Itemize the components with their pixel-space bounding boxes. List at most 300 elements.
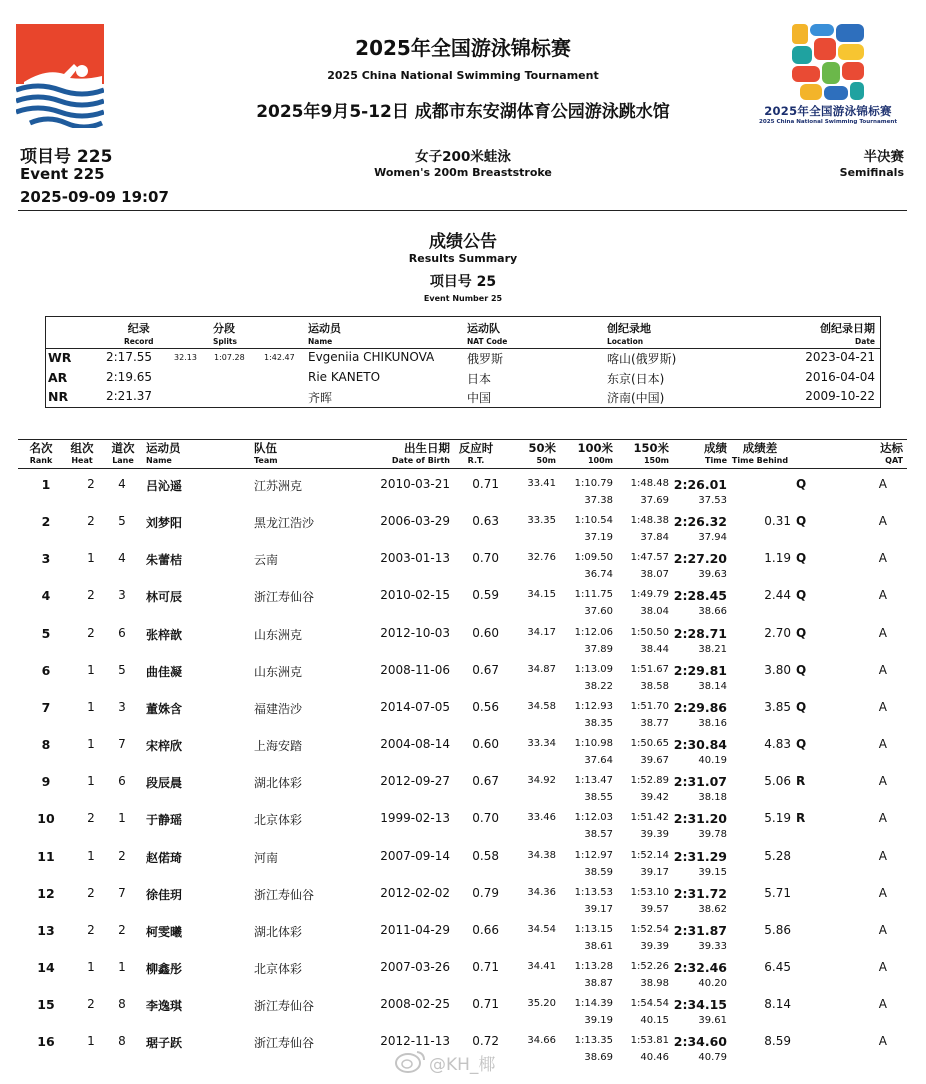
heat-cell: 2: [87, 477, 95, 491]
heat-cell: 2: [87, 885, 95, 900]
heat-cell: 1: [87, 551, 95, 566]
qualification-flag: Q: [796, 737, 807, 752]
lane-cell: 1: [118, 959, 126, 974]
records-header-nat: 运动队 NAT Code: [467, 322, 508, 346]
split-50: 34.41: [527, 960, 556, 972]
athlete-name: 段辰晨: [146, 776, 183, 791]
split-150: 1:48.38: [630, 515, 669, 527]
qualification-flag: Q: [796, 514, 807, 529]
final-time: 2:29.81: [673, 662, 727, 678]
rank-cell: 5: [41, 625, 51, 641]
record-nat: 日本: [467, 372, 492, 386]
record-date: 2009-10-22: [805, 389, 875, 403]
time-behind: 5.71: [764, 885, 791, 900]
lane-cell: 7: [118, 737, 126, 752]
split-50: 33.46: [527, 812, 556, 824]
rank-cell: 7: [41, 699, 51, 715]
athlete-name: 宋梓欣: [146, 739, 183, 754]
split-150: 1:51.42: [630, 812, 669, 824]
record-time: 2:17.55: [106, 350, 153, 364]
split-50: 33.41: [527, 478, 556, 489]
record-code: NR: [48, 389, 69, 404]
team-cell: 河南: [254, 850, 279, 865]
reaction-time: 0.59: [472, 588, 499, 603]
split-50: 32.76: [527, 552, 556, 564]
final-time: 2:26.01: [673, 477, 727, 492]
split-100: 1:13.53: [574, 886, 613, 898]
col-rank: 名次 Rank: [29, 441, 53, 465]
qualification-flag: Q: [796, 662, 807, 677]
split-150: 1:49.79: [630, 589, 669, 601]
lap-200: 37.53: [698, 495, 727, 506]
split-50: 34.17: [527, 626, 556, 638]
final-time: 2:31.20: [673, 811, 727, 827]
qualification-flag: Q: [796, 625, 807, 640]
heat-cell: 1: [87, 848, 95, 863]
lap-100: 38.57: [584, 829, 613, 841]
athlete-name: 柳鑫彤: [146, 961, 183, 976]
lap-200: 38.21: [698, 643, 727, 655]
time-behind: 1.19: [764, 551, 791, 566]
split-150: 1:51.70: [630, 700, 669, 712]
heat-cell: 2: [87, 811, 95, 826]
final-time: 2:32.46: [673, 959, 727, 975]
logo-title-cn: 2025年全国游泳锦标赛: [764, 104, 892, 118]
record-location: 济南(中国): [607, 391, 665, 405]
athlete-name: 琚子跃: [146, 1036, 183, 1051]
split-150: 1:50.65: [630, 738, 669, 750]
summary-title-cn: 成绩公告: [429, 232, 497, 252]
lap-150: 38.04: [640, 606, 669, 618]
rank-cell: 12: [37, 885, 55, 901]
reaction-time: 0.70: [472, 811, 499, 826]
lap-100: 38.87: [584, 977, 613, 989]
lap-100: 39.19: [584, 1015, 613, 1027]
qat-cell: A: [878, 774, 887, 789]
split-150: 1:53.10: [630, 886, 669, 898]
team-cell: 云南: [254, 553, 279, 568]
venue-line: 2025年9月5-12日 成都市东安湖体育公园游泳跳水馆: [256, 102, 670, 122]
record-code: AR: [48, 370, 68, 385]
record-date: 2023-04-21: [805, 350, 875, 364]
reaction-time: 0.70: [472, 551, 499, 566]
qat-cell: A: [878, 1034, 887, 1049]
split-100: 1:12.06: [574, 626, 613, 638]
lap-200: 40.20: [698, 977, 727, 989]
team-cell: 上海安踏: [254, 739, 303, 754]
qat-cell: A: [878, 588, 887, 603]
qualification-flag: Q: [796, 699, 807, 714]
time-behind: 2.44: [764, 588, 791, 603]
lap-150: 39.39: [640, 940, 669, 952]
qualification-flag: R: [796, 774, 806, 789]
record-nat: 中国: [467, 391, 492, 405]
split-50: 34.38: [527, 849, 556, 861]
reaction-time: 0.58: [472, 848, 499, 863]
split-50: 34.54: [527, 923, 556, 935]
heat-cell: 2: [87, 588, 95, 603]
lap-200: 39.33: [698, 940, 727, 952]
records-header-location: 创纪录地 Location: [607, 322, 651, 346]
record-date: 2016-04-04: [805, 370, 875, 384]
split-50: 34.92: [527, 775, 556, 787]
split-100: 1:10.98: [574, 738, 613, 750]
reaction-time: 0.66: [472, 922, 499, 937]
reaction-time: 0.60: [472, 625, 499, 640]
split-150: 1:50.50: [630, 626, 669, 638]
time-behind: 0.31: [764, 514, 791, 529]
qat-cell: A: [878, 848, 887, 863]
final-time: 2:34.15: [673, 997, 727, 1013]
weibo-icon: [395, 1048, 427, 1074]
time-behind: 5.28: [764, 848, 791, 863]
lap-100: 37.19: [584, 532, 613, 544]
team-cell: 山东洲克: [254, 627, 303, 642]
record-row: [46, 350, 880, 368]
lap-100: 38.22: [584, 680, 613, 692]
split-150: 1:51.67: [630, 663, 669, 675]
final-time: 2:31.87: [673, 922, 727, 938]
time-behind: 8.59: [764, 1034, 791, 1049]
team-cell: 浙江寿仙谷: [254, 999, 315, 1014]
dob-cell: 2007-09-14: [380, 848, 450, 863]
rank-cell: 4: [41, 588, 51, 604]
qualification-flag: Q: [796, 588, 807, 603]
split-150: 1:54.54: [630, 998, 669, 1010]
time-behind: 5.86: [764, 922, 791, 937]
qat-cell: A: [878, 922, 887, 937]
table-row: [18, 511, 907, 548]
lap-150: 37.69: [640, 495, 669, 506]
dob-cell: 2003-01-13: [380, 551, 450, 566]
col-qat: 达标 QAT: [880, 441, 903, 465]
lane-cell: 5: [118, 514, 126, 529]
split-50: 35.20: [527, 998, 556, 1010]
dob-cell: 2004-08-14: [380, 737, 450, 752]
lap-100: 38.59: [584, 866, 613, 878]
dob-cell: 2012-10-03: [380, 625, 450, 640]
lap-100: 37.38: [584, 495, 613, 506]
split-100: 1:14.39: [574, 998, 613, 1010]
page-title-cn: 2025年全国游泳锦标赛: [355, 36, 571, 60]
records-header-name: 运动员 Name: [308, 322, 341, 346]
split-150: 1:52.54: [630, 923, 669, 935]
time-behind: 3.85: [764, 699, 791, 714]
records-divider: [46, 348, 880, 349]
table-row: [18, 474, 907, 511]
team-cell: 北京体彩: [254, 813, 303, 828]
reaction-time: 0.72: [472, 1034, 499, 1049]
reaction-time: 0.63: [472, 514, 499, 529]
dob-cell: 2008-02-25: [380, 997, 450, 1012]
record-location: 东京(日本): [607, 372, 665, 386]
reaction-time: 0.71: [472, 477, 499, 491]
record-row: [46, 370, 880, 388]
rank-cell: 6: [41, 662, 51, 678]
qat-cell: A: [878, 514, 887, 529]
reaction-time: 0.67: [472, 774, 499, 789]
final-time: 2:26.32: [673, 514, 727, 530]
dob-cell: 2011-04-29: [380, 922, 450, 937]
table-row: [18, 808, 907, 845]
team-cell: 福建浩沙: [254, 701, 303, 716]
lane-cell: 5: [118, 662, 126, 677]
athlete-name: 于静瑶: [146, 813, 183, 828]
final-time: 2:30.84: [673, 737, 727, 753]
col-100m: 100米 100m: [577, 441, 613, 465]
athlete-name: 赵偌琦: [146, 850, 183, 865]
split-100: 1:13.09: [574, 663, 613, 675]
dob-cell: 2012-09-27: [380, 774, 450, 789]
lap-150: 39.42: [640, 792, 669, 804]
qat-cell: A: [878, 477, 887, 491]
lap-200: 40.19: [698, 755, 727, 767]
watermark: [395, 1046, 575, 1076]
split-100: 1:13.35: [574, 1035, 613, 1047]
lap-150: 39.57: [640, 903, 669, 915]
dob-cell: 2008-11-06: [380, 662, 450, 677]
records-header-splits: 分段 Splits: [213, 322, 237, 346]
header-divider: [18, 210, 907, 211]
page-title-en: 2025 China National Swimming Tournament: [327, 69, 599, 82]
lane-cell: 1: [118, 811, 126, 826]
lap-150: 39.67: [640, 755, 669, 767]
athlete-name: 柯雯曦: [146, 924, 183, 939]
table-row: [18, 920, 907, 957]
qualification-flag: Q: [796, 477, 807, 491]
rank-cell: 11: [37, 848, 55, 864]
split-50: 34.36: [527, 886, 556, 898]
record-code: WR: [48, 350, 72, 365]
phase-en: Semifinals: [839, 166, 904, 179]
reaction-time: 0.79: [472, 885, 499, 900]
lap-100: 37.89: [584, 643, 613, 655]
lap-200: 39.63: [698, 569, 727, 581]
col-150m: 150米 150m: [633, 441, 669, 465]
qat-cell: A: [878, 997, 887, 1012]
rank-cell: 1: [41, 477, 51, 492]
lap-150: 38.58: [640, 680, 669, 692]
lap-150: 38.98: [640, 977, 669, 989]
record-athlete: Rie KANETO: [308, 370, 381, 384]
lap-200: 38.14: [698, 680, 727, 692]
heat-cell: 2: [87, 997, 95, 1012]
summary-title-en: Results Summary: [408, 252, 518, 265]
lap-150: 40.46: [640, 1052, 669, 1064]
final-time: 2:34.60: [673, 1034, 727, 1050]
table-row: [18, 548, 907, 585]
qat-cell: A: [878, 959, 887, 974]
lap-200: 37.94: [698, 532, 727, 544]
dob-cell: 2010-03-21: [380, 477, 450, 491]
lap-200: 39.78: [698, 829, 727, 841]
final-time: 2:31.07: [673, 774, 727, 790]
team-cell: 黑龙江浩沙: [254, 516, 315, 531]
qat-cell: A: [878, 811, 887, 826]
team-cell: 浙江寿仙谷: [254, 1036, 315, 1051]
dob-cell: 1999-02-13: [380, 811, 450, 826]
split-100: 1:11.75: [574, 589, 613, 601]
lane-cell: 3: [118, 699, 126, 714]
rank-cell: 16: [37, 1034, 55, 1050]
rank-cell: 15: [37, 997, 55, 1013]
split-50: 33.34: [527, 738, 556, 750]
split-100: 1:10.54: [574, 515, 613, 527]
athlete-name: 徐佳玥: [146, 887, 183, 902]
heat-cell: 1: [87, 737, 95, 752]
record-row: [46, 389, 880, 407]
lap-100: 37.64: [584, 755, 613, 767]
athlete-name: 董姝含: [146, 701, 183, 716]
split-50: 34.66: [527, 1035, 556, 1047]
record-athlete: 齐晖: [308, 391, 333, 405]
qat-cell: A: [878, 625, 887, 640]
table-row: [18, 957, 907, 994]
lane-cell: 3: [118, 588, 126, 603]
lap-100: 39.17: [584, 903, 613, 915]
heat-cell: 1: [87, 959, 95, 974]
lap-200: 40.79: [698, 1052, 727, 1064]
col-name: 运动员 Name: [146, 441, 181, 465]
rank-cell: 3: [41, 551, 51, 567]
reaction-time: 0.56: [472, 699, 499, 714]
col-lane: 道次 Lane: [111, 441, 135, 465]
col-dob: 出生日期 Date of Birth: [391, 441, 450, 465]
col-rt: 反应时 R.T.: [458, 441, 494, 465]
split-100: 1:13.28: [574, 960, 613, 972]
lap-200: 38.66: [698, 606, 727, 618]
lane-cell: 4: [118, 477, 126, 491]
event-name-en: Women's 200m Breaststroke: [374, 166, 552, 179]
lap-150: 39.39: [640, 829, 669, 841]
table-row: [18, 623, 907, 660]
time-behind: 3.80: [764, 662, 791, 677]
lane-cell: 8: [118, 1034, 126, 1049]
dob-cell: 2010-02-15: [380, 588, 450, 603]
team-cell: 湖北体彩: [254, 924, 303, 939]
rank-cell: 8: [41, 737, 51, 753]
lap-200: 39.15: [698, 866, 727, 878]
record-location: 喀山(俄罗斯): [607, 352, 677, 366]
split-150: 1:52.89: [630, 775, 669, 787]
lap-150: 39.17: [640, 866, 669, 878]
table-row: [18, 585, 907, 622]
event-name-cn: 女子200米蛙泳: [415, 149, 511, 165]
team-cell: 北京体彩: [254, 961, 303, 976]
record-split-2: 1:07.28: [214, 353, 245, 362]
heat-cell: 1: [87, 662, 95, 677]
final-time: 2:28.71: [673, 625, 727, 641]
time-behind: 5.06: [764, 774, 791, 789]
record-nat: 俄罗斯: [467, 352, 504, 366]
split-50: 34.58: [527, 700, 556, 712]
table-row: [18, 734, 907, 771]
time-behind: 5.19: [764, 811, 791, 826]
table-row: [18, 697, 907, 734]
logo-title-en: 2025 China National Swimming Tournament: [758, 119, 898, 125]
lap-100: 38.69: [584, 1052, 613, 1064]
athlete-name: 朱蕾桔: [146, 553, 183, 568]
split-100: 1:09.50: [574, 552, 613, 564]
final-time: 2:27.20: [673, 551, 727, 567]
final-time: 2:31.29: [673, 848, 727, 864]
event-number-cn: 项目号 225: [20, 147, 113, 167]
heat-cell: 1: [87, 699, 95, 714]
split-100: 1:13.47: [574, 775, 613, 787]
reaction-time: 0.67: [472, 662, 499, 677]
split-150: 1:52.26: [630, 960, 669, 972]
final-time: 2:31.72: [673, 885, 727, 901]
dob-cell: 2012-11-13: [380, 1034, 450, 1049]
split-100: 1:12.03: [574, 812, 613, 824]
split-50: 34.15: [527, 589, 556, 601]
qat-cell: A: [878, 699, 887, 714]
split-100: 1:13.15: [574, 923, 613, 935]
heat-cell: 2: [87, 922, 95, 937]
split-150: 1:47.57: [630, 552, 669, 564]
split-100: 1:12.93: [574, 700, 613, 712]
col-team: 队伍 Team: [254, 441, 278, 465]
lane-cell: 6: [118, 774, 126, 789]
athlete-name: 张梓歆: [146, 627, 183, 642]
reaction-time: 0.71: [472, 997, 499, 1012]
split-50: 33.35: [527, 515, 556, 527]
lap-200: 38.62: [698, 903, 727, 915]
team-cell: 浙江寿仙谷: [254, 887, 315, 902]
phase-cn: 半决赛: [863, 149, 904, 165]
rank-cell: 2: [41, 514, 51, 530]
records-header-date: 创纪录日期 Date: [820, 322, 875, 346]
summary-event-number-cn: 项目号 25: [429, 274, 497, 290]
lane-cell: 7: [118, 885, 126, 900]
qualification-flag: R: [796, 811, 806, 826]
time-behind: 6.45: [764, 959, 791, 974]
qat-cell: A: [878, 885, 887, 900]
table-row: [18, 660, 907, 697]
split-150: 1:52.14: [630, 849, 669, 861]
heat-cell: 1: [87, 774, 95, 789]
heat-cell: 2: [87, 625, 95, 640]
record-split-3: 1:42.47: [264, 353, 295, 362]
table-row: [18, 994, 907, 1031]
split-150: 1:53.81: [630, 1035, 669, 1047]
lap-150: 38.44: [640, 643, 669, 655]
split-150: 1:48.48: [630, 478, 669, 489]
lap-150: 40.15: [640, 1015, 669, 1027]
athlete-name: 刘梦阳: [146, 516, 183, 531]
rank-cell: 13: [37, 922, 55, 938]
qualification-flag: Q: [796, 551, 807, 566]
lap-150: 37.84: [640, 532, 669, 544]
reaction-time: 0.71: [472, 959, 499, 974]
lap-100: 38.55: [584, 792, 613, 804]
record-time: 2:19.65: [106, 370, 153, 384]
split-50: 34.87: [527, 663, 556, 675]
lap-100: 38.35: [584, 717, 613, 729]
time-behind: 2.70: [764, 625, 791, 640]
col-time: 成绩 Time: [704, 441, 727, 465]
team-cell: 江苏洲克: [254, 479, 303, 493]
records-header-record: 纪录 Record: [124, 322, 154, 346]
rank-cell: 10: [37, 811, 55, 827]
final-time: 2:29.86: [673, 699, 727, 715]
record-time: 2:21.37: [106, 389, 153, 403]
lap-200: 39.61: [698, 1015, 727, 1027]
lane-cell: 2: [118, 848, 126, 863]
split-100: 1:10.79: [574, 478, 613, 489]
athlete-name: 林可辰: [146, 590, 183, 605]
event-number-en: Event 225: [20, 165, 105, 183]
